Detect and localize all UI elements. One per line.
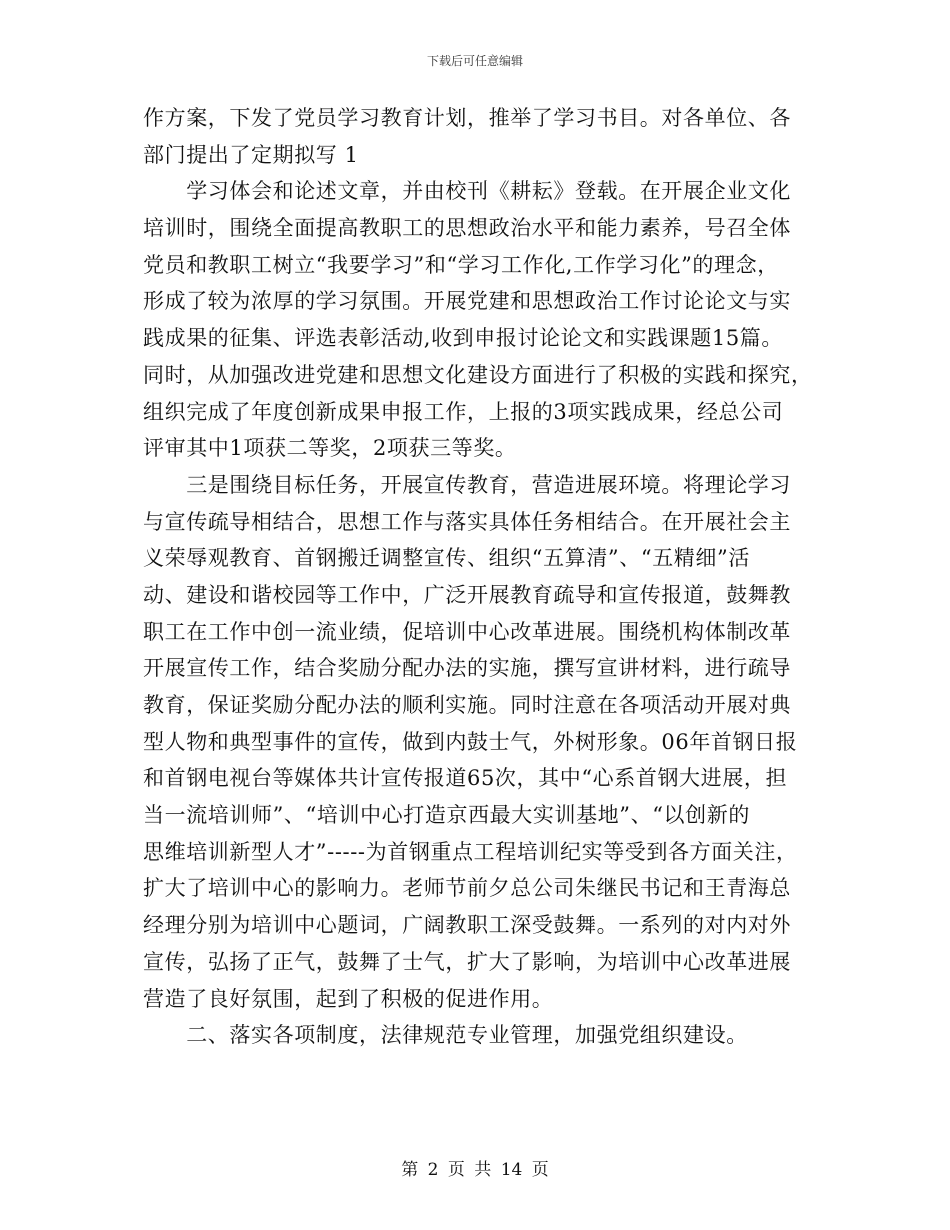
text-line: 教育，保证奖励分配办法的顺利实施。同时注意在各项活动开展对典 bbox=[143, 693, 791, 717]
text-line: 形成了较为浓厚的学习氛围。开展党建和思想政治工作讨论论文与实 bbox=[143, 289, 791, 314]
text-line: 组织完成了年度创新成果申报工作，上报的3项实践成果，经总公司 bbox=[143, 399, 784, 424]
text-line: 作方案，下发了党员学习教育计划，推举了学习书目。对各单位、各 bbox=[143, 106, 791, 130]
text-line: 部门提出了定期拟写 1 bbox=[143, 142, 359, 167]
text-line: 宣传，弘扬了正气，鼓舞了士气，扩大了影响，为培训中心改革进展 bbox=[143, 949, 791, 974]
text-line: 型人物和典型事件的宣传，做到内鼓士气，外树形象。06年首钢日报 bbox=[143, 729, 798, 754]
text-line: 和首钢电视台等媒体共计宣传报道65次，其中“心系首钢大进展，担 bbox=[143, 766, 788, 791]
text-line: 职工在工作中创一流业绩，促培训中心改革进展。围绕机构体制改革 bbox=[143, 619, 791, 644]
text-line: 同时，从加强改进党建和思想文化建设方面进行了积极的实践和探究， bbox=[143, 362, 813, 387]
text-line: 三是围绕目标任务，开展宣传教育，营造进展环境。将理论学习 bbox=[143, 472, 791, 497]
text-line: 动、建设和谐校园等工作中，广泛开展教育疏导和宣传报道，鼓舞教 bbox=[143, 582, 791, 607]
document-body bbox=[143, 100, 823, 1054]
text-line: 思维培训新型人才”-----为首钢重点工程培训纪实等受到各方面关注， bbox=[143, 839, 798, 864]
text-line: 当一流培训师”、“培训中心打造京西最大实训基地”、“以创新的 bbox=[143, 803, 750, 828]
text-line: 经理分别为培训中心题词，广阔教职工深受鼓舞。一系列的对内对外 bbox=[143, 913, 791, 938]
text-line: 义荣辱观教育、首钢搬迁调整宣传、组织“五算清”、“五精细”活 bbox=[143, 546, 750, 571]
page-footer: 第 2 页 共 14 页 bbox=[401, 1160, 549, 1180]
text-line: 与宣传疏导相结合，思想工作与落实具体任务相结合。在开展社会主 bbox=[143, 509, 791, 534]
text-line: 学习体会和论述文章，并由校刊《耕耘》登载。在开展企业文化 bbox=[143, 179, 791, 204]
text-line: 开展宣传工作，结合奖励分配办法的实施，撰写宣讲材料，进行疏导 bbox=[143, 656, 791, 681]
text-line: 党员和教职工树立“我要学习”和“学习工作化,工作学习化”的理念， bbox=[143, 252, 779, 277]
text-line: 扩大了培训中心的影响力。老师节前夕总公司朱继民书记和王青海总 bbox=[143, 876, 791, 901]
text-line: 践成果的征集、评选表彰活动,收到申报讨论论文和实践课题15篇。 bbox=[143, 326, 783, 351]
text-line: 营造了良好氛围，起到了积极的促进作用。 bbox=[143, 986, 554, 1011]
page-header: 下载后可任意编辑 bbox=[426, 54, 523, 68]
text-line: 评审其中1项获二等奖，2项获三等奖。 bbox=[143, 436, 517, 461]
text-line: 二、落实各项制度，法律规范专业管理，加强党组织建设。 bbox=[143, 1023, 748, 1048]
text-line: 培训时，围绕全面提高教职工的思想政治水平和能力素养，号召全体 bbox=[143, 216, 791, 241]
